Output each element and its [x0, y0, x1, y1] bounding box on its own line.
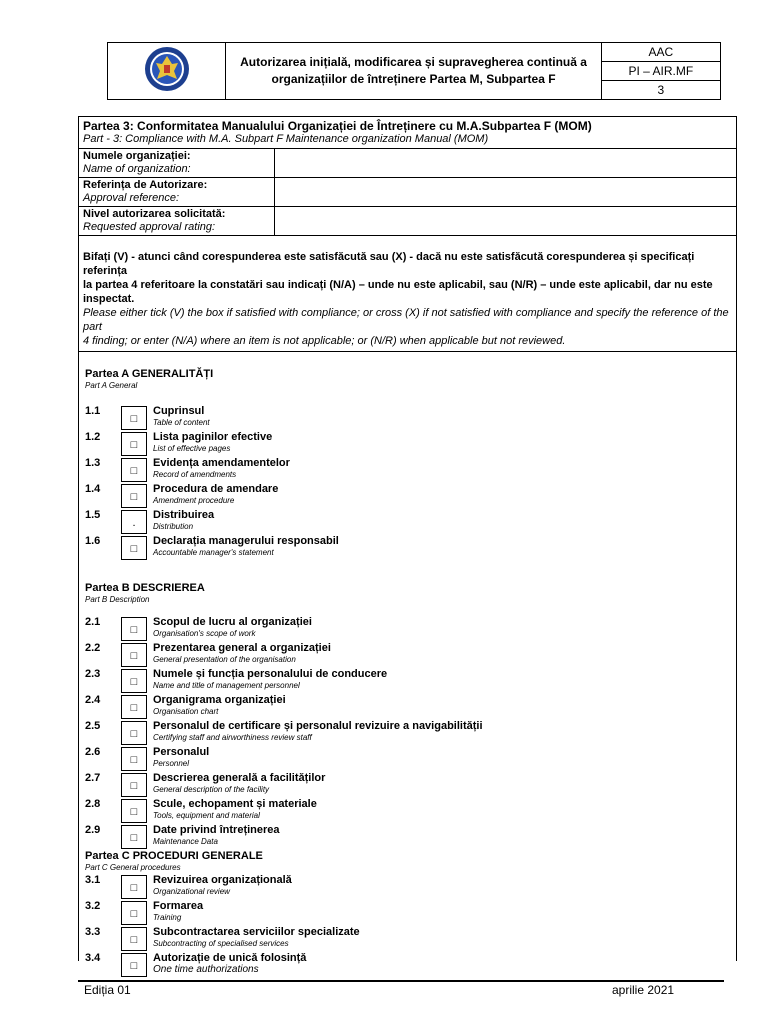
item-title-en: Table of content	[153, 418, 210, 427]
compliance-checkbox[interactable]: □	[121, 406, 147, 430]
part-header	[85, 582, 205, 605]
info-label	[79, 149, 275, 178]
item-title-en: Accountable manager's statement	[153, 548, 274, 557]
item-title-en: List of effective pages	[153, 444, 231, 453]
item-title-en: One time authorizations	[153, 964, 259, 975]
checklist-item	[79, 483, 729, 509]
item-number: 2.7	[85, 772, 101, 784]
info-label-en: Requested approval rating:	[83, 221, 216, 233]
item-number: 2.6	[85, 746, 101, 758]
logo-cell	[108, 43, 226, 100]
instructions	[79, 236, 736, 352]
item-title-ro: Prezentarea general a organizației	[153, 642, 331, 654]
item-title-en: General description of the facility	[153, 785, 270, 794]
item-title-en: General presentation of the organisation	[153, 655, 296, 664]
part-subtitle: Part A General	[85, 381, 138, 390]
checklist-item	[79, 798, 729, 824]
compliance-checkbox[interactable]: □	[121, 695, 147, 719]
checklist-item	[79, 616, 729, 642]
part-title: Partea C PROCEDURI GENERALE	[85, 850, 263, 862]
compliance-checkbox[interactable]: □	[121, 953, 147, 977]
approval-rating-field[interactable]	[275, 207, 737, 236]
compliance-checkbox[interactable]: □	[121, 875, 147, 899]
header-title	[226, 43, 601, 100]
item-number: 2.5	[85, 720, 101, 732]
item-number: 1.5	[85, 509, 101, 521]
instructions-en-1: Please either tick (V) the box if satisfied with compliance; or cross (X) if not satisfied with compliance and specify the reference of the part	[83, 307, 729, 333]
item-title-ro: Formarea	[153, 900, 204, 912]
header-code-mid: PI – AIR.MF	[601, 62, 720, 81]
part-title: Partea A GENERALITĂȚI	[85, 368, 214, 380]
item-title-ro: Procedura de amendare	[153, 483, 279, 495]
item-title-en: Maintenance Data	[153, 837, 218, 846]
info-label	[79, 178, 275, 207]
item-number: 2.1	[85, 616, 101, 628]
item-title-ro: Numele și funcția personalului de conducere	[153, 668, 388, 680]
item-title-ro: Scopul de lucru al organizației	[153, 616, 312, 628]
checklist-item	[79, 535, 729, 561]
compliance-checkbox[interactable]: □	[121, 825, 147, 849]
checklist-item	[79, 457, 729, 483]
part-header	[85, 850, 263, 873]
compliance-checkbox[interactable]: □	[121, 643, 147, 667]
item-title-ro: Scule, echopament și materiale	[153, 798, 317, 810]
compliance-checkbox[interactable]: .	[121, 510, 147, 534]
checklist-item	[79, 720, 729, 746]
instructions-ro-1: Bifați (V) - atunci când corespunderea este satisfăcută sau (X) - dacă nu este satisfăcută corespunderea și specificați referința	[83, 251, 695, 277]
form-frame	[78, 116, 737, 975]
item-number: 2.2	[85, 642, 101, 654]
compliance-checkbox[interactable]: □	[121, 669, 147, 693]
organization-name-field[interactable]	[275, 149, 737, 178]
footer-edition: Ediția 01	[84, 983, 131, 997]
checklist-item	[79, 874, 729, 900]
compliance-checkbox[interactable]: □	[121, 458, 147, 482]
item-title-en: Distribution	[153, 522, 194, 531]
part-subtitle: Part C General procedures	[85, 863, 181, 872]
item-number: 3.1	[85, 874, 101, 886]
item-title-ro: Personalul	[153, 746, 210, 758]
info-row-reference	[79, 178, 736, 207]
checklist-item	[79, 746, 729, 772]
instructions-en-2: 4 finding; or enter (N/A) where an item is not applicable; or (N/R) when applicable but not reviewed.	[83, 335, 566, 347]
item-title-ro: Subcontractarea serviciilor specializate	[153, 926, 360, 938]
item-title-ro: Cuprinsul	[153, 405, 205, 417]
item-title-ro: Descrierea generală a facilităților	[153, 772, 326, 784]
checklist-item	[79, 642, 729, 668]
compliance-checkbox[interactable]: □	[121, 484, 147, 508]
compliance-checkbox[interactable]: □	[121, 799, 147, 823]
compliance-checkbox[interactable]: □	[121, 773, 147, 797]
checklist-item	[79, 509, 729, 535]
item-title-en: Tools, equipment and material	[153, 811, 260, 820]
item-title-ro: Date privind întreținerea	[153, 824, 280, 836]
info-row-name	[79, 149, 736, 178]
item-title-ro: Personalul de certificare și personalul revizuire a navigabilității	[153, 720, 483, 732]
item-number: 1.6	[85, 535, 101, 547]
checklist-parts	[79, 352, 736, 978]
checklist-item	[79, 405, 729, 431]
footer-divider	[78, 980, 724, 982]
checklist-item	[79, 431, 729, 457]
part-subtitle: Part B Description	[85, 595, 150, 604]
part-title: Partea B DESCRIEREA	[85, 582, 205, 594]
info-label-en: Approval reference:	[83, 192, 179, 204]
item-title-ro: Distribuirea	[153, 509, 215, 521]
info-label	[79, 207, 275, 236]
item-number: 3.3	[85, 926, 101, 938]
part-header	[85, 368, 213, 391]
info-row-rating	[79, 207, 736, 236]
item-number: 2.9	[85, 824, 101, 836]
compliance-checkbox[interactable]: □	[121, 617, 147, 641]
item-number: 2.3	[85, 668, 101, 680]
footer-date: aprilie 2021	[612, 983, 675, 997]
header-code-bottom: 3	[601, 81, 720, 100]
item-number: 1.4	[85, 483, 101, 495]
checklist-item	[79, 772, 729, 798]
item-number: 1.2	[85, 431, 101, 443]
instructions-ro-2: la partea 4 referitoare la constatări sau indicați (N/A) – unde nu este aplicabil, sau (N/R) – unde este aplicabil, dar nu este	[83, 279, 713, 291]
info-label-ro: Referința de Autorizare:	[83, 179, 208, 191]
item-number: 1.1	[85, 405, 101, 417]
checklist-item	[79, 926, 729, 952]
header-title-line1: Autorizarea inițială, modificarea și supravegherea continuă a	[240, 55, 587, 69]
info-label-en: Name of organization:	[83, 163, 191, 175]
item-title-en: Subcontracting of specialised services	[153, 939, 289, 948]
info-label-ro: Numele organizației:	[83, 150, 191, 162]
item-number: 2.8	[85, 798, 101, 810]
item-title-en: Name and title of management personnel	[153, 681, 300, 690]
item-title-en: Organisation's scope of work	[153, 629, 256, 638]
instructions-ro-3: inspectat.	[83, 293, 135, 305]
section-title-block	[79, 117, 736, 149]
organization-info-table	[79, 149, 736, 236]
checklist-item	[79, 694, 729, 720]
item-title-ro: Lista paginilor efective	[153, 431, 273, 443]
item-number: 1.3	[85, 457, 101, 469]
item-number: 3.2	[85, 900, 101, 912]
section-title-ro: Partea 3: Conformitatea Manualului Organizației de Întreținere cu M.A.Subpartea F (MOM)	[83, 119, 592, 133]
item-title-en: Organizational review	[153, 887, 230, 896]
item-title-ro: Evidența amendamentelor	[153, 457, 290, 469]
compliance-checkbox[interactable]: □	[121, 901, 147, 925]
item-title-ro: Organigrama organizației	[153, 694, 286, 706]
item-title-ro: Autorizație de unică folosință	[153, 952, 307, 964]
header-title-line2: organizațiilor de întreținere Partea M, Subpartea F	[271, 72, 556, 86]
header-code-top: AAC	[601, 43, 720, 62]
item-title-en: Training	[153, 913, 182, 922]
info-label-ro: Nivel autorizarea solicitată:	[83, 208, 226, 220]
document-header	[107, 42, 721, 100]
checklist-item	[79, 824, 729, 850]
checklist-item	[79, 952, 729, 978]
item-title-en: Certifying staff and airworthiness review staff	[153, 733, 312, 742]
item-title-en: Organisation chart	[153, 707, 219, 716]
compliance-checkbox[interactable]: □	[121, 747, 147, 771]
item-title-en: Record of amendments	[153, 470, 237, 479]
compliance-checkbox[interactable]: □	[121, 432, 147, 456]
item-number: 3.4	[85, 952, 101, 964]
item-title-en: Amendment procedure	[153, 496, 235, 505]
checklist-item	[79, 668, 729, 694]
checklist-item	[79, 900, 729, 926]
compliance-checkbox[interactable]: □	[121, 927, 147, 951]
section-title-en: Part - 3: Compliance with M.A. Subpart F Maintenance organization Manual (MOM)	[83, 133, 489, 145]
item-title-ro: Revizuirea organizațională	[153, 874, 292, 886]
item-number: 2.4	[85, 694, 101, 706]
item-title-ro: Declarația managerului responsabil	[153, 535, 339, 547]
compliance-checkbox[interactable]: □	[121, 721, 147, 745]
item-title-en: Personnel	[153, 759, 190, 768]
compliance-checkbox[interactable]: □	[121, 536, 147, 560]
aac-seal-logo-icon	[144, 46, 190, 92]
approval-reference-field[interactable]	[275, 178, 737, 207]
